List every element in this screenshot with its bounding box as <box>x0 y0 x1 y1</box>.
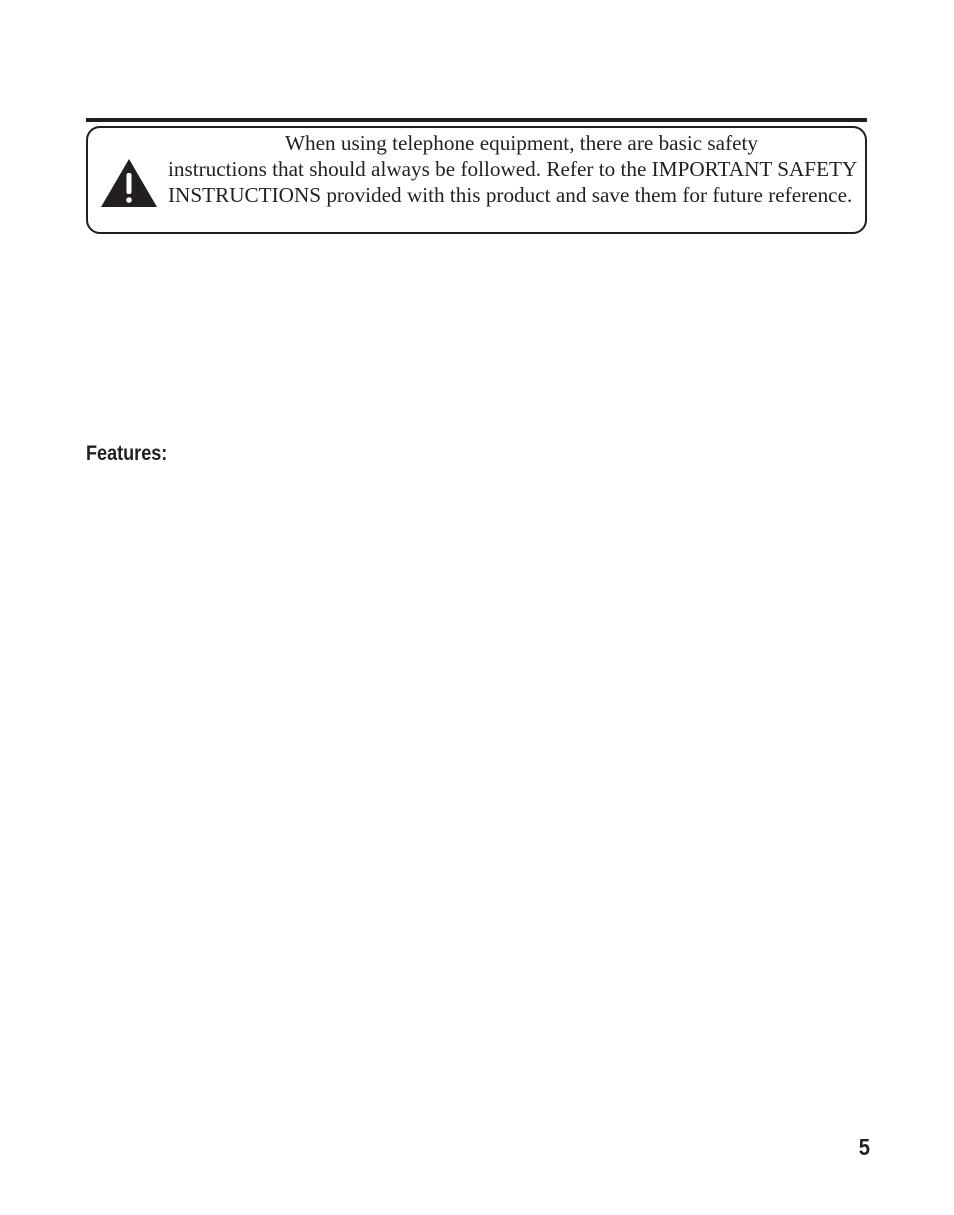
safety-warning-box <box>86 126 867 234</box>
page-number: 5 <box>858 1134 870 1160</box>
top-rule <box>86 118 867 122</box>
features-heading: Features: <box>86 442 168 465</box>
warning-triangle-icon <box>100 158 158 208</box>
safety-warning-text: When using telephone equipment, there are basic safety instructions that should always be followed. Refer to the IMPORTANT SAFETY INSTRUCTIONS provided with this product and save them for future reference. <box>168 131 857 207</box>
